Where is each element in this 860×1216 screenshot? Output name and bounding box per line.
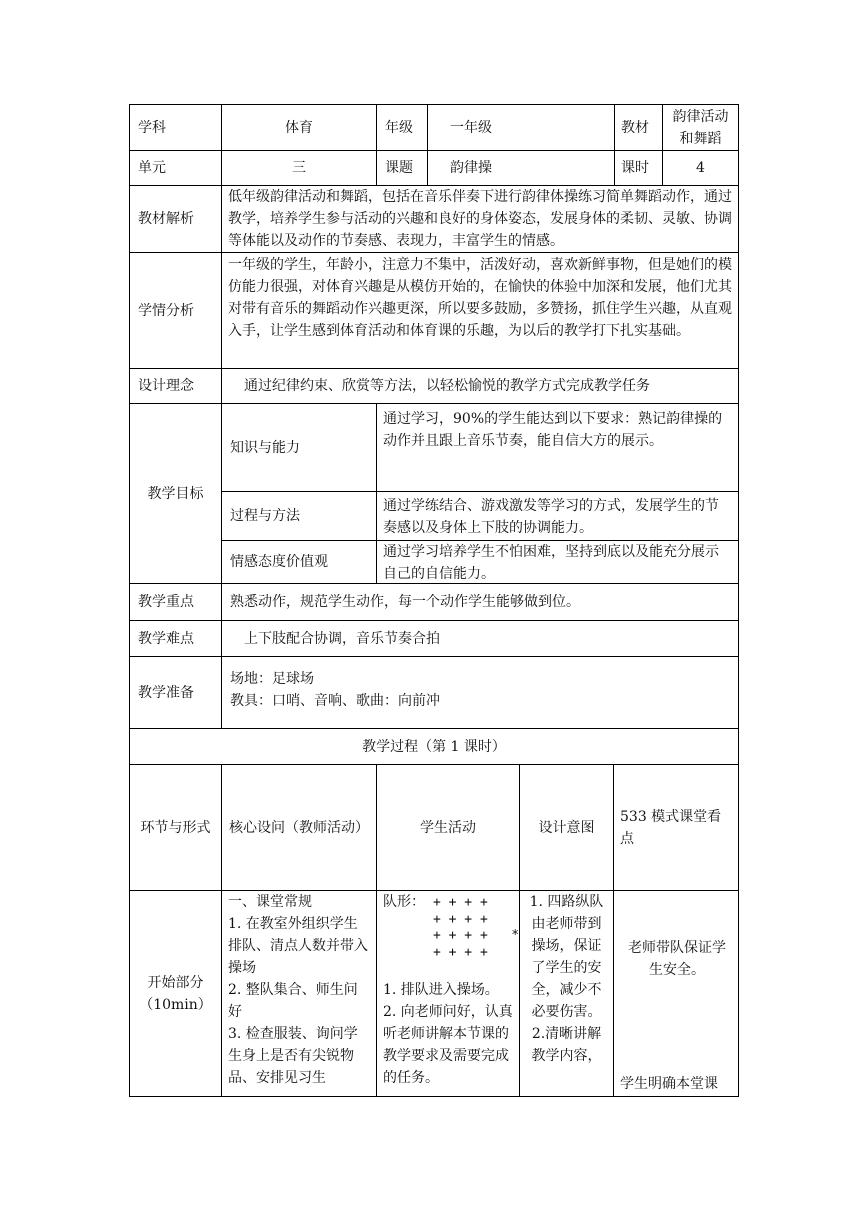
start-highlight-1: 老师带队保证学生安全。 — [628, 940, 726, 978]
start-stage: 开始部分 （10min） — [129, 890, 222, 1097]
teaching-goals-label: 教学目标 — [129, 403, 222, 584]
hours-value: 4 — [662, 150, 739, 186]
subject-value: 体育 — [221, 104, 377, 151]
topic-value: 韵律操 — [427, 150, 615, 186]
formation-label: 队形： — [383, 894, 425, 910]
grade-label: 年级 — [376, 104, 428, 151]
hours-label: 课时 — [614, 150, 663, 186]
preparation-venue: 场地：足球场 — [230, 671, 314, 687]
start-student-steps: 1. 排队进入操场。 2. 向老师问好，认真听老师讲解本节课的教学要求及需要完成的任务。 — [383, 982, 513, 1086]
process-method-label: 过程与方法 — [221, 491, 377, 541]
header-intent: 设计意图 — [519, 764, 614, 891]
start-highlight — [613, 890, 739, 1097]
topic-label: 课题 — [376, 150, 428, 186]
textbook-label: 教材 — [614, 104, 663, 151]
grade-value: 一年级 — [427, 104, 615, 151]
process-title: 教学过程（第 1 课时） — [129, 728, 739, 765]
design-concept-label: 设计理念 — [129, 368, 222, 404]
knowledge-ability-label: 知识与能力 — [221, 403, 377, 492]
student-analysis-label: 学情分析 — [129, 252, 222, 369]
unit-value: 三 — [221, 150, 377, 186]
key-points-text: 熟悉动作，规范学生动作，每一个动作学生能够做到位。 — [221, 583, 739, 621]
knowledge-ability-text: 通过学习，90%的学生能达到以下要求：熟记韵律操的动作并且跟上音乐节奏，能自信大方的展示。 — [376, 403, 739, 492]
textbook-analysis-text: 低年级韵律活动和舞蹈，包括在音乐伴奏下进行韵律体操练习简单舞蹈动作，通过教学，培养学生参与活动的兴趣和良好的身体姿态，发展身体的柔韧、灵敏、协调等体能以及动作的节奏感、表现力，丰富学生的情感。 — [221, 185, 739, 253]
start-student-activity — [376, 890, 520, 1097]
unit-label: 单元 — [129, 150, 222, 186]
header-stage: 环节与形式 — [129, 764, 222, 891]
header-teacher: 核心设问（教师活动） — [221, 764, 377, 891]
preparation-equipment: 教具：口哨、音响、歌曲：向前冲 — [230, 693, 440, 709]
emotion-attitude-text: 通过学习培养学生不怕困难，坚持到底以及能充分展示自己的自信能力。 — [376, 540, 739, 584]
start-design-intent: 1. 四路纵队由老师带到操场，保证了学生的安全，减少不必要伤害。 2.清晰讲解教学内容， — [519, 890, 614, 1097]
preparation-label: 教学准备 — [129, 656, 222, 729]
student-analysis-text: 一年级的学生，年龄小，注意力不集中，活泼好动，喜欢新鲜事物，但是她们的模仿能力很强，对体育兴趣是从模仿开始的，在愉快的体验中加深和发展，他们尤其对带有音乐的舞蹈动作兴趣更深，所以要多鼓励，多赞扬，抓住学生兴趣，从直观入手，让学生感到体育活动和体育课的乐趣，为以后的教学打下扎实基础。 — [221, 252, 739, 369]
header-highlight: 533 模式课堂看点 — [613, 764, 739, 891]
difficulties-label: 教学难点 — [129, 620, 222, 657]
preparation-text — [221, 656, 739, 729]
textbook-analysis-label: 教材解析 — [129, 185, 222, 253]
start-highlight-2: 学生明确本堂课 — [620, 1076, 718, 1092]
design-concept-text: 通过纪律约束、欣赏等方法，以轻松愉悦的教学方式完成教学任务 — [221, 368, 739, 404]
textbook-value: 韵律活动 和舞蹈 — [662, 104, 739, 151]
process-method-text: 通过学练结合、游戏激发等学习的方式，发展学生的节奏感以及身体上下肢的协调能力。 — [376, 491, 739, 541]
emotion-attitude-label: 情感态度价值观 — [221, 540, 377, 584]
key-points-label: 教学重点 — [129, 583, 222, 621]
header-student: 学生活动 — [376, 764, 520, 891]
formation-diagram: + + + + + + + + + + + + * + + + + — [433, 895, 520, 960]
start-teacher-activity: 一、课堂常规 1. 在教室外组织学生排队、清点人数并带入操场 2. 整队集合、师生问好 3. 检查服装、询问学生身上是否有尖锐物品、安排见习生 — [221, 890, 377, 1097]
difficulties-text: 上下肢配合协调，音乐节奏合拍 — [221, 620, 739, 657]
subject-label: 学科 — [129, 104, 222, 151]
